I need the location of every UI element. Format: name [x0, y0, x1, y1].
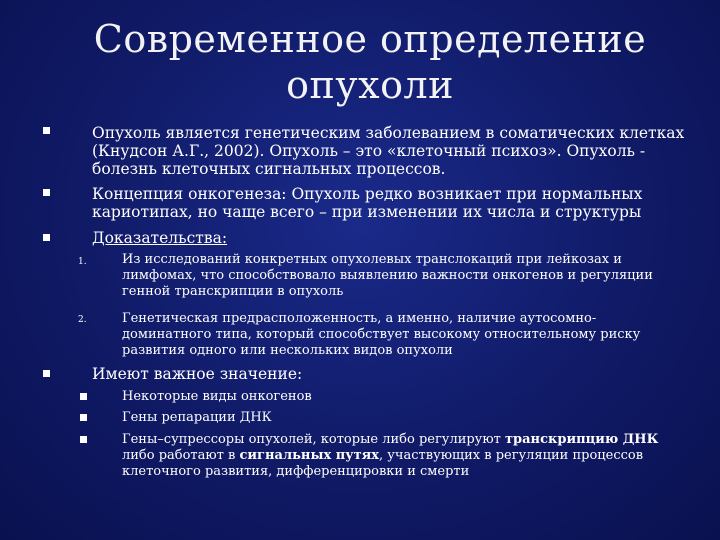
- important-item-3-part1: Гены–супрессоры опухолей, которые либо регулируют: [122, 432, 505, 447]
- bullet-text-3: Доказательства:: [92, 229, 228, 247]
- important-item-2: Гены репарации ДНК: [122, 410, 272, 425]
- bullet-square-icon: [43, 127, 50, 134]
- evidence-number-1: 1.: [78, 257, 87, 267]
- sub-bullet-square-icon: [80, 436, 87, 443]
- important-item-1: Некоторые виды онкогенов: [122, 389, 312, 404]
- sub-bullet-square-icon: [80, 414, 87, 421]
- important-item-3-part3: , участвующих в регуляции процессов клеточного развития, дифференцировки и смерти: [122, 448, 644, 479]
- bullet-square-icon: [43, 370, 50, 377]
- evidence-number-2: 2.: [78, 315, 87, 325]
- evidence-text-2: Генетическая предрасположенность, а именно, наличие аутосомно-доминатного типа, который способствует высокому относительному риску развития одного или нескольких видов опухоли: [122, 311, 641, 358]
- bullet-square-icon: [43, 234, 50, 241]
- bullet-text-4: Имеют важное значение:: [92, 365, 303, 383]
- important-item-3-part2: либо работают в: [122, 448, 240, 463]
- important-item-3-bold1: транскрипцию ДНК: [504, 432, 659, 447]
- sub-bullet-square-icon: [80, 393, 87, 400]
- slide-title: Современное определение опухоли: [93, 17, 647, 107]
- bullet-square-icon: [43, 189, 50, 196]
- bullet-text-1: Опухоль является генетическим заболеванием в соматических клетках (Кнудсон А.Г., 2002). Опухоль – это «клеточный психоз». Опухоль - болезнь клеточных сигнальных процессов.: [92, 124, 685, 178]
- bullet-text-2: Концепция онкогенеза: Опухоль редко возникает при нормальных кариотипах, но чаще всего – при изменении их числа и структуры: [92, 185, 643, 221]
- important-item-3: [122, 432, 682, 480]
- important-item-3-bold2: сигнальных путях: [239, 448, 380, 463]
- evidence-text-1: Из исследований конкретных опухолевых транслокаций при лейкозах и лимфомах, что способствовало выявлению важности онкогенов и регуляции генной транскрипции в опухоль: [122, 252, 653, 299]
